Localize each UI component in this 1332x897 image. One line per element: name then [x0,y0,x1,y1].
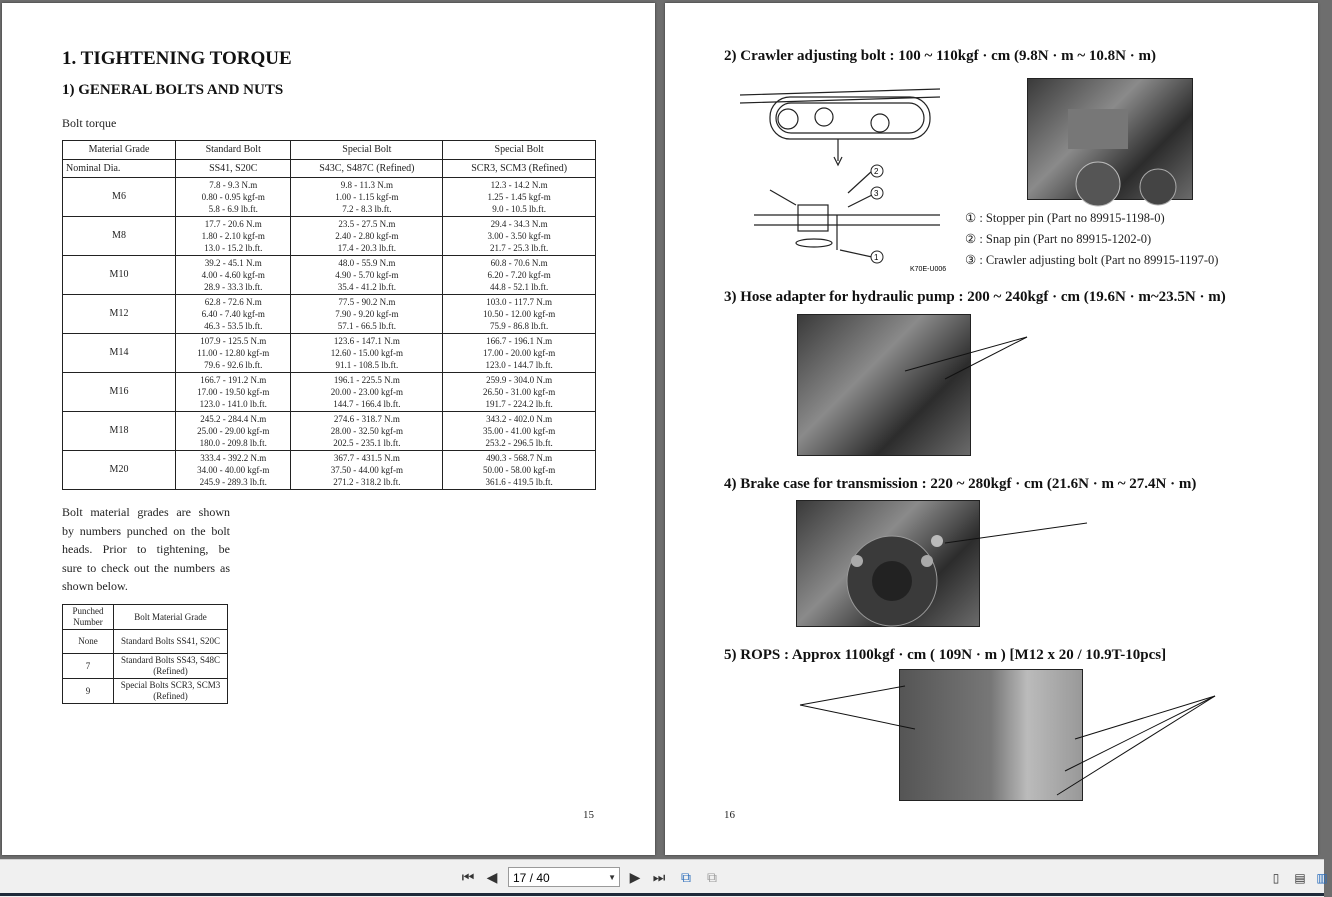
torque-value: 28.00 - 32.50 kgf-m [330,426,403,436]
torque-value: 123.0 - 141.0 lb.ft. [199,399,267,409]
page-number-value: 17 / 40 [513,871,550,885]
torque-value: 44.8 - 52.1 lb.ft. [490,282,549,292]
paragraph-line: heads. Prior to tightening, be [62,542,230,556]
callout-stopper-pin: ① : Stopper pin (Part no 89915-1198-0) [965,211,1165,225]
page-15 [2,3,655,855]
torque-value: 25.00 - 29.00 kgf-m [197,426,270,436]
table-row [63,256,596,295]
torque-cell [176,373,291,412]
torque-value: 17.00 - 20.00 kgf-m [483,348,556,358]
torque-value: 259.9 - 304.0 N.m [486,375,553,385]
paragraph-line: shown below. [62,579,128,593]
torque-value: 35.00 - 41.00 kgf-m [483,426,556,436]
torque-value: 28.9 - 33.3 lb.ft. [204,282,263,292]
section-brake-case: 4) Brake case for transmission : 220 ~ 280kgf · cm (21.6N · m ~ 27.4N · m) [724,476,1197,492]
table-row [63,373,596,412]
callout-list [965,208,1218,271]
torque-value: 13.0 - 15.2 lb.ft. [204,243,263,253]
page-16 [665,3,1318,855]
bolt-size-cell: M6 [63,178,176,217]
page-number: 16 [724,809,735,821]
torque-cell [443,295,596,334]
torque-value: 26.50 - 31.00 kgf-m [483,387,556,397]
next-page-icon[interactable]: ▶ [629,870,641,886]
torque-value: 75.9 - 86.8 lb.ft. [490,321,549,331]
torque-value: 191.7 - 224.2 lb.ft. [485,399,553,409]
torque-value: 17.7 - 20.6 N.m [204,219,262,229]
torque-value: 274.6 - 318.7 N.m [333,414,400,424]
torque-value: 34.00 - 40.00 kgf-m [197,465,270,475]
torque-value: 6.40 - 7.40 kgf-m [201,309,265,319]
diagram-num-3: 3 [874,189,879,198]
torque-value: 60.8 - 70.6 N.m [490,258,548,268]
grade-paragraph [62,503,230,596]
torque-value: 7.90 - 9.20 kgf-m [335,309,399,319]
torque-cell [291,178,443,217]
section-crawler-bolt: 2) Crawler adjusting bolt : 100 ~ 110kgf · cm (9.8N · m ~ 10.8N · m) [724,48,1156,64]
bolt-size-cell: M16 [63,373,176,412]
torque-cell [443,217,596,256]
torque-value: 144.7 - 166.4 lb.ft. [333,399,401,409]
torque-value: 35.4 - 41.2 lb.ft. [337,282,396,292]
torque-value: 4.90 - 5.70 kgf-m [335,270,399,280]
torque-cell [291,217,443,256]
hose-arrows [845,333,1035,393]
torque-value: 6.20 - 7.20 kgf-m [487,270,551,280]
torque-value: 12.3 - 14.2 N.m [490,180,548,190]
diagram-num-1: 1 [874,253,879,262]
grade-cell: 9 [63,679,114,704]
torque-value: 9.0 - 10.5 lb.ft. [492,204,547,214]
page-title: 1. TIGHTENING TORQUE [62,48,292,69]
torque-value: 166.7 - 196.1 N.m [486,336,553,346]
torque-value: 1.00 - 1.15 kgf-m [335,192,399,202]
rops-arrows [795,683,1220,803]
torque-value: 196.1 - 225.5 N.m [333,375,400,385]
grade-cell: Standard Bolts SS43, S48C (Refined) [114,654,228,679]
crawler-diagram [740,75,955,275]
torque-value: 79.6 - 92.6 lb.ft. [204,360,263,370]
grade-cell: None [63,630,114,654]
header-special-1: Special Bolt [291,141,443,160]
torque-value: 123.0 - 144.7 lb.ft. [485,360,553,370]
section-rops: 5) ROPS : Approx 1100kgf · cm ( 109N · m ) [M12 x 20 / 10.9T-10pcs] [724,647,1167,663]
torque-value: 7.8 - 9.3 N.m [209,180,258,190]
torque-cell [291,256,443,295]
diagram-num-2: 2 [874,167,879,176]
diagram-code: K70E-U006 [910,266,947,273]
grade-cell: Special Bolts SCR3, SCM3 (Refined) [114,679,228,704]
torque-cell [176,451,291,490]
continuous-view-icon[interactable]: ▥ [1316,871,1328,885]
torque-cell [291,412,443,451]
table-row [63,295,596,334]
grade-header-number: Punched Number [63,605,114,630]
torque-cell [291,295,443,334]
torque-cell [443,451,596,490]
torque-value: 361.6 - 419.5 lb.ft. [485,477,553,487]
bolt-size-cell: M8 [63,217,176,256]
single-page-view-icon[interactable]: ▯ [1272,871,1280,885]
torque-value: 333.4 - 392.2 N.m [200,453,267,463]
torque-value: 39.2 - 45.1 N.m [204,258,262,268]
torque-value: 490.3 - 568.7 N.m [486,453,553,463]
torque-cell [176,412,291,451]
two-page-view-icon[interactable]: ▤ [1294,871,1306,885]
torque-value: 48.0 - 55.9 N.m [338,258,396,268]
copy-icon[interactable]: ⧉ [707,870,717,886]
torque-value: 1.80 - 2.10 kgf-m [201,231,265,241]
first-page-icon[interactable]: ⏮ [461,870,475,886]
torque-value: 253.2 - 296.5 lb.ft. [485,438,553,448]
section-hose-adapter: 3) Hose adapter for hydraulic pump : 200 ~ 240kgf · cm (19.6N · m~23.5N · m) [724,289,1226,305]
table-row [63,178,596,217]
bolt-size-cell: M10 [63,256,176,295]
torque-value: 91.1 - 108.5 lb.ft. [335,360,399,370]
callout-adjusting-bolt: ③ : Crawler adjusting bolt (Part no 89915-1197-0) [965,253,1219,267]
torque-value: 166.7 - 191.2 N.m [200,375,267,385]
torque-value: 10.50 - 12.00 kgf-m [483,309,556,319]
torque-value: 37.50 - 44.00 kgf-m [330,465,403,475]
bolt-torque-label: Bolt torque [62,116,117,130]
page-number: 15 [583,809,594,821]
torque-value: 77.5 - 90.2 N.m [338,297,396,307]
torque-value: 4.00 - 4.60 kgf-m [201,270,265,280]
torque-value: 271.2 - 318.2 lb.ft. [333,477,401,487]
torque-cell [443,334,596,373]
torque-value: 103.0 - 117.7 N.m [486,297,552,307]
torque-value: 20.00 - 23.00 kgf-m [330,387,403,397]
table-row [63,334,596,373]
torque-value: 46.3 - 53.5 lb.ft. [204,321,263,331]
torque-value: 23.5 - 27.5 N.m [338,219,396,229]
torque-value: 17.4 - 20.3 lb.ft. [337,243,396,253]
torque-value: 180.0 - 209.8 lb.ft. [199,438,267,448]
torque-cell [443,178,596,217]
brake-arrow [935,518,1095,558]
torque-cell [176,256,291,295]
torque-cell [176,295,291,334]
torque-value: 202.5 - 235.1 lb.ft. [333,438,401,448]
torque-cell [291,334,443,373]
torque-value: 1.25 - 1.45 kgf-m [487,192,551,202]
corner-bottom: Nominal Dia. [63,160,176,178]
prev-page-icon[interactable]: ◀ [486,870,498,886]
subheader-special-1: S43C, S487C (Refined) [291,160,443,178]
callout-snap-pin: ② : Snap pin (Part no 89915-1202-0) [965,232,1152,246]
table-row [63,451,596,490]
last-page-icon[interactable]: ⏭ [652,870,666,886]
torque-value: 29.4 - 34.3 N.m [490,219,548,229]
torque-cell [176,178,291,217]
section-subtitle: 1) GENERAL BOLTS AND NUTS [62,82,284,98]
table-row [63,412,596,451]
header-special-2: Special Bolt [443,141,596,160]
torque-value: 57.1 - 66.5 lb.ft. [337,321,396,331]
torque-value: 107.9 - 125.5 N.m [200,336,267,346]
torque-value: 50.00 - 58.00 kgf-m [483,465,556,475]
photo-detail-icon [1028,79,1192,199]
torque-cell [443,373,596,412]
torque-cell [443,256,596,295]
torque-value: 343.2 - 402.0 N.m [486,414,553,424]
subheader-standard: SS41, S20C [176,160,291,178]
grade-header-material: Bolt Material Grade [114,605,228,630]
grade-cell: 7 [63,654,114,679]
header-standard: Standard Bolt [176,141,291,160]
torque-value: 3.00 - 3.50 kgf-m [487,231,551,241]
torque-value: 62.8 - 72.6 N.m [204,297,262,307]
bolt-size-cell: M12 [63,295,176,334]
torque-table [62,140,596,490]
paragraph-line: by numbers punched on the bolt [62,523,230,538]
paragraph-line: sure to check out the numbers as [62,560,230,575]
torque-value: 7.2 - 8.3 lb.ft. [342,204,392,214]
chevron-down-icon[interactable]: ▼ [608,873,616,882]
grade-table [62,604,228,704]
page-number-field[interactable] [508,867,620,887]
torque-value: 9.8 - 11.3 N.m [340,180,393,190]
corner-top: Material Grade [63,141,176,160]
table-row [63,217,596,256]
torque-cell [176,334,291,373]
torque-cell [176,217,291,256]
torque-value: 2.40 - 2.80 kgf-m [335,231,399,241]
crawler-bolt-photo [1027,78,1193,200]
torque-value: 367.7 - 431.5 N.m [333,453,400,463]
taskbar-strip [0,893,1324,896]
paragraph-line: Bolt material grades are shown [62,505,230,519]
pdf-toolbar [0,859,1328,897]
torque-value: 0.80 - 0.95 kgf-m [201,192,265,202]
torque-cell [291,373,443,412]
torque-value: 245.2 - 284.4 N.m [200,414,267,424]
subheader-special-2: SCR3, SCM3 (Refined) [443,160,596,178]
torque-cell [291,451,443,490]
torque-value: 123.6 - 147.1 N.m [333,336,400,346]
torque-value: 11.00 - 12.80 kgf-m [197,348,270,358]
torque-value: 5.8 - 6.9 lb.ft. [208,204,258,214]
torque-value: 245.9 - 289.3 lb.ft. [199,477,267,487]
bolt-size-cell: M20 [63,451,176,490]
torque-value: 21.7 - 25.3 lb.ft. [490,243,549,253]
bolt-size-cell: M14 [63,334,176,373]
torque-value: 12.60 - 15.00 kgf-m [330,348,403,358]
rotate-icon[interactable]: ⧉ [681,870,691,886]
torque-cell [443,412,596,451]
bolt-size-cell: M18 [63,412,176,451]
torque-value: 17.00 - 19.50 kgf-m [197,387,270,397]
grade-cell: Standard Bolts SS41, S20C [114,630,228,654]
